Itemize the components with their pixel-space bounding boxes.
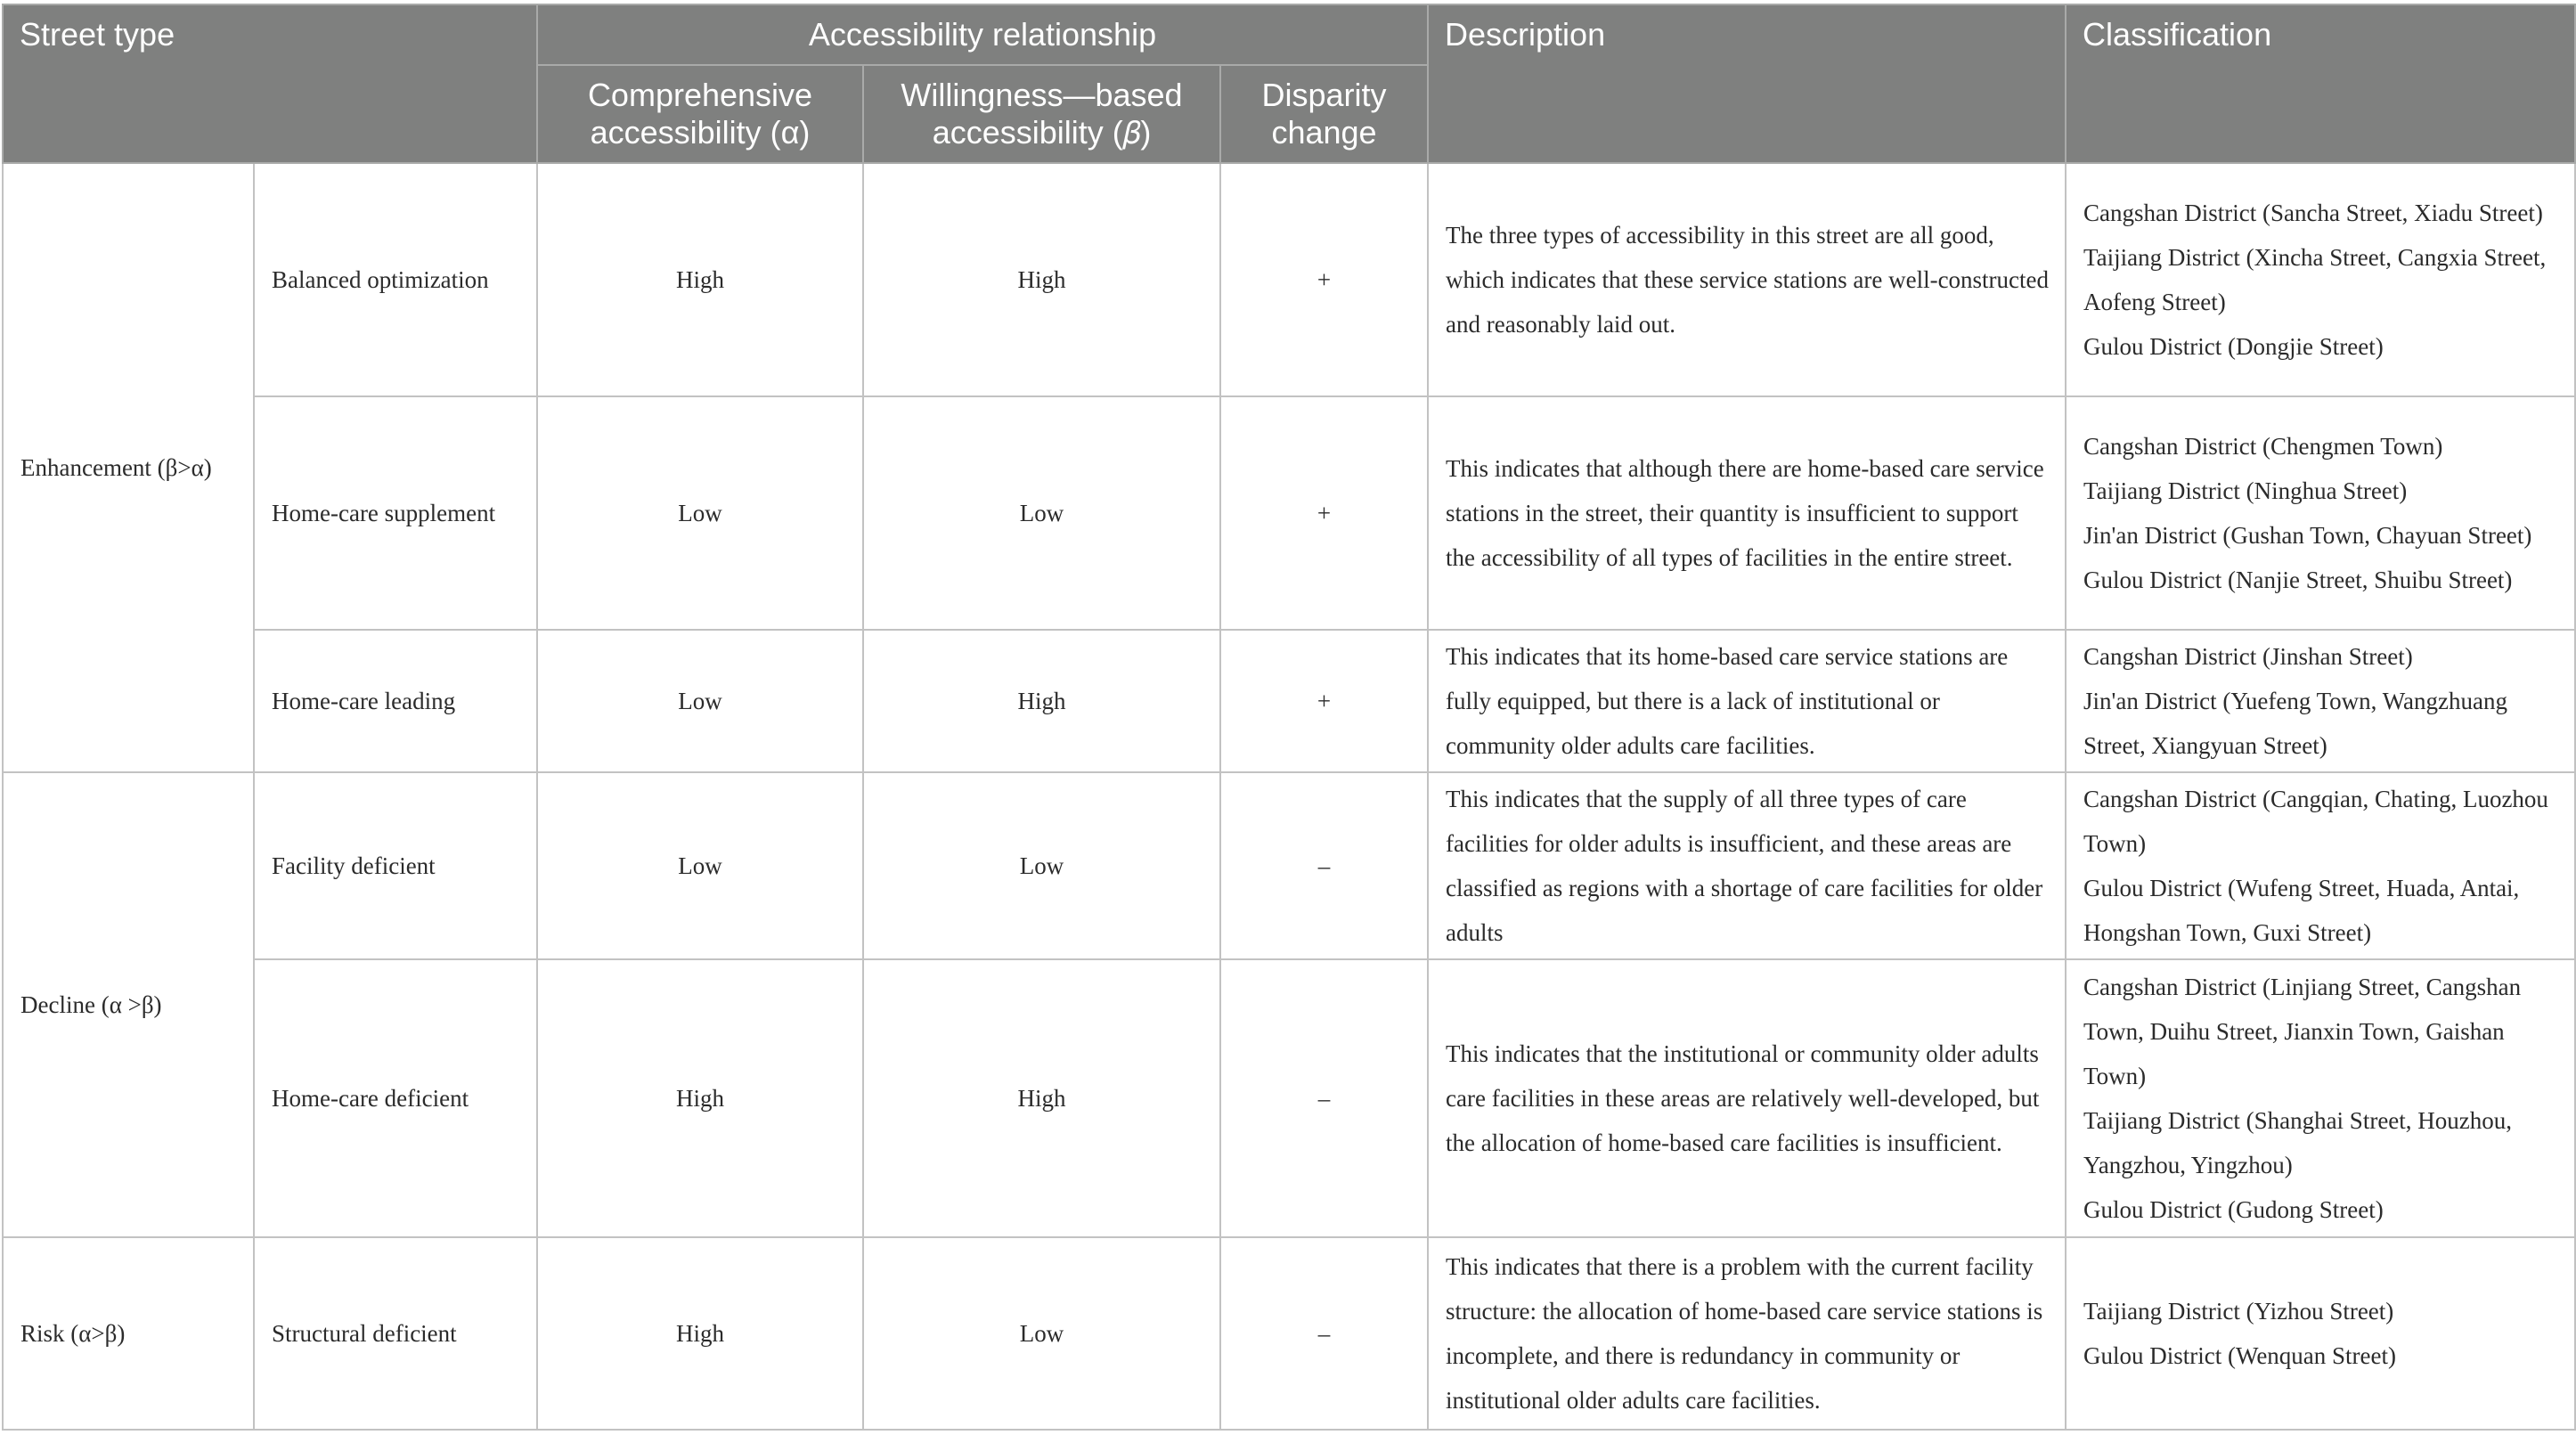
beta-cell: Low: [863, 772, 1220, 959]
alpha-cell: Low: [537, 630, 863, 772]
beta-cell: Low: [863, 1237, 1220, 1430]
alpha-cell: High: [537, 1237, 863, 1430]
group-risk: Risk (α>β): [3, 1237, 254, 1430]
subtype-cell: Structural deficient: [254, 1237, 537, 1430]
description-cell: This indicates that although there are home-based care service stations in the street, their quantity is insufficient to support the accessibility of all types of facilities in the entire street.: [1428, 396, 2066, 630]
beta-cell: High: [863, 959, 1220, 1237]
description-cell: This indicates that its home-based care service stations are fully equipped, but there is a lack of institutional or community older adults care facilities.: [1428, 630, 2066, 772]
header-disparity-line1: Disparity: [1261, 77, 1387, 113]
classification-entry: Cangshan District (Jinshan Street): [2083, 643, 2413, 670]
subtype-cell: Facility deficient: [254, 772, 537, 959]
group-decline: Decline (α >β): [3, 772, 254, 1237]
classification-entry: Taijiang District (Ninghua Street): [2083, 477, 2408, 504]
classification-entry: Jin'an District (Yuefeng Town, Wangzhuang Street, Xiangyuan Street): [2083, 688, 2507, 759]
subtype-cell: Home-care leading: [254, 630, 537, 772]
beta-cell: Low: [863, 396, 1220, 630]
header-willingness-line2: accessibility (𝛽): [932, 114, 1152, 151]
header-disparity-line2: change: [1271, 114, 1377, 151]
header-willingness-accessibility: [863, 65, 1220, 163]
header-comprehensive-line2: accessibility (α): [590, 114, 811, 151]
header-street-type: Street type: [3, 4, 537, 163]
classification-entry: Gulou District (Gudong Street): [2083, 1196, 2384, 1223]
table-row: [3, 163, 2575, 396]
classification-entry: Cangshan District (Linjiang Street, Cangshan Town, Duihu Street, Jianxin Town, Gaishan Town): [2083, 974, 2522, 1089]
classification-entry: Taijiang District (Yizhou Street): [2083, 1298, 2394, 1325]
change-cell: +: [1220, 396, 1428, 630]
description-cell: This indicates that there is a problem with the current facility structure: the allocation of home-based care service stations is incomplete, and there is redundancy in community or institutional older adults care facilities.: [1428, 1237, 2066, 1430]
alpha-cell: High: [537, 959, 863, 1237]
classification-entry: Taijiang District (Xincha Street, Cangxia Street, Aofeng Street): [2083, 244, 2547, 315]
classification-entry: Gulou District (Wufeng Street, Huada, Antai, Hongshan Town, Guxi Street): [2083, 875, 2520, 946]
description-cell: This indicates that the institutional or community older adults care facilities in these areas are relatively well-developed, but the allocation of home-based care facilities is insufficient.: [1428, 959, 2066, 1237]
change-cell: –: [1220, 959, 1428, 1237]
classification-cell: [2066, 630, 2575, 772]
classification-entry: Cangshan District (Chengmen Town): [2083, 433, 2443, 460]
change-cell: +: [1220, 630, 1428, 772]
change-cell: –: [1220, 1237, 1428, 1430]
table-row: [3, 1237, 2575, 1430]
classification-cell: [2066, 772, 2575, 959]
table-row: [3, 959, 2575, 1237]
table-row: [3, 772, 2575, 959]
classification-cell: [2066, 959, 2575, 1237]
header-comprehensive-accessibility: [537, 65, 863, 163]
subtype-cell: Home-care supplement: [254, 396, 537, 630]
classification-entry: Gulou District (Dongjie Street): [2083, 333, 2384, 360]
description-cell: This indicates that the supply of all three types of care facilities for older adults is insufficient, and these areas are classified as regions with a shortage of care facilities for older adults: [1428, 772, 2066, 959]
header-disparity-change: [1220, 65, 1428, 163]
classification-cell: [2066, 396, 2575, 630]
header-classification: Classification: [2066, 4, 2575, 163]
table-body: [3, 163, 2575, 1430]
classification-entry: Gulou District (Wenquan Street): [2083, 1342, 2397, 1369]
classification-entry: Jin'an District (Gushan Town, Chayuan Street): [2083, 522, 2532, 549]
street-type-table: [2, 4, 2576, 1431]
classification-entry: Cangshan District (Sancha Street, Xiadu Street): [2083, 200, 2543, 226]
subtype-cell: Balanced optimization: [254, 163, 537, 396]
header-comprehensive-line1: Comprehensive: [587, 77, 813, 113]
group-enhancement: Enhancement (β>α): [3, 163, 254, 772]
header-accessibility-relationship: Accessibility relationship: [537, 4, 1428, 65]
alpha-cell: Low: [537, 396, 863, 630]
alpha-cell: Low: [537, 772, 863, 959]
beta-cell: High: [863, 163, 1220, 396]
beta-cell: High: [863, 630, 1220, 772]
table-row: [3, 630, 2575, 772]
change-cell: –: [1220, 772, 1428, 959]
classification-entry: Taijiang District (Shanghai Street, Houzhou, Yangzhou, Yingzhou): [2083, 1107, 2513, 1178]
classification-cell: [2066, 1237, 2575, 1430]
subtype-cell: Home-care deficient: [254, 959, 537, 1237]
header-description: Description: [1428, 4, 2066, 163]
alpha-cell: High: [537, 163, 863, 396]
table-row: [3, 396, 2575, 630]
header-willingness-line1: Willingness—based: [901, 77, 1183, 113]
table-header: [3, 4, 2575, 163]
change-cell: +: [1220, 163, 1428, 396]
classification-entry: Cangshan District (Cangqian, Chating, Luozhou Town): [2083, 786, 2548, 857]
classification-cell: [2066, 163, 2575, 396]
classification-entry: Gulou District (Nanjie Street, Shuibu Street): [2083, 567, 2513, 593]
description-cell: The three types of accessibility in this street are all good, which indicates that these service stations are well-constructed and reasonably laid out.: [1428, 163, 2066, 396]
